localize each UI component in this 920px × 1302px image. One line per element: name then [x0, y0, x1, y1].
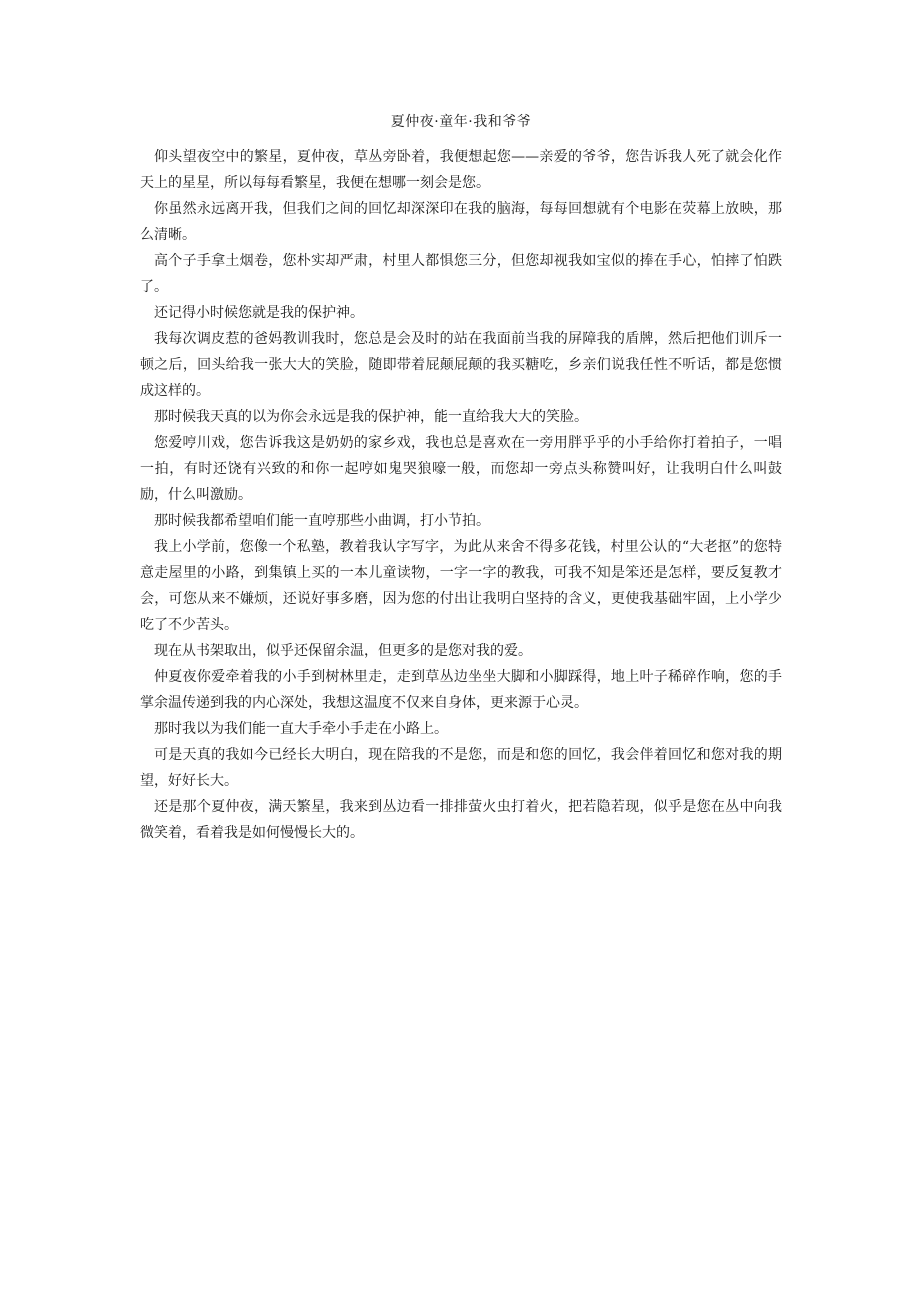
- paragraph-6: 那时候我天真的以为你会永远是我的保护神，能一直给我大大的笑脸。: [154, 409, 588, 425]
- paragraph-5: 我每次调皮惹的爸妈教训我时，您总是会及时的站在我面前当我的屏障我的盾牌，然后把他们训斥一顿之后，回头给我一张大大的笑脸，随即带着屁颠屁颠的我买糖吃，乡亲们说我任性不听话，都是您惯成这样的。: [140, 331, 782, 399]
- paragraph-9: 我上小学前，您像一个私塾，教着我认字写字，为此从来舍不得多花钱，村里公认的“大老抠”的您特意走屋里的小路，到集镇上买的一本儿童读物，一字一字的教我，可我不知是笨还是怎样，要反复教才会，可您从来不嫌烦，还说好事多磨，因为您的付出让我明白坚持的含义，更使我基础牢固，上小学少吃了不少苦头。: [140, 539, 782, 633]
- paragraph-2: 你虽然永远离开我，但我们之间的回忆却深深印在我的脑海，每每回想就有个电影在荧幕上放映，那么清晰。: [140, 201, 782, 243]
- paragraph-13: 可是天真的我如今已经长大明白，现在陪我的不是您，而是和您的回忆，我会伴着回忆和您对我的期望，好好长大。: [140, 747, 782, 789]
- paragraph-11: 仲夏夜你爱牵着我的小手到树林里走，走到草丛边坐坐大脚和小脚踩得，地上叶子稀碎作响，您的手掌余温传递到我的内心深处，我想这温度不仅来自身体，更来源于心灵。: [140, 669, 782, 711]
- paragraph-12: 那时我以为我们能一直大手牵小手走在小路上。: [154, 721, 448, 737]
- paragraph-7: 您爱哼川戏，您告诉我这是奶奶的家乡戏，我也总是喜欢在一旁用胖乎乎的小手给你打着拍子，一唱一拍，有时还饶有兴致的和你一起哼如鬼哭狼嚎一般，而您却一旁点头称赞叫好，让我明白什么叫鼓励，什么叫激励。: [140, 435, 782, 503]
- paragraph-14: 还是那个夏仲夜，满天繁星，我来到丛边看一排排萤火虫打着火，把若隐若现，似乎是您在丛中向我微笑着，看着我是如何慢慢长大的。: [140, 799, 782, 841]
- paragraph-10: 现在从书架取出，似乎还保留余温，但更多的是您对我的爱。: [154, 643, 532, 659]
- paragraph-8: 那时候我都希望咱们能一直哼那些小曲调，打小节拍。: [154, 513, 490, 529]
- paragraph-1: 仰头望夜空中的繁星，夏仲夜，草丛旁卧着，我便想起您——亲爱的爷爷，您告诉我人死了就会化作天上的星星，所以每每看繁星，我便在想哪一刻会是您。: [140, 149, 782, 191]
- paragraph-3: 高个子手拿土烟卷，您朴实却严肃，村里人都惧您三分，但您却视我如宝似的捧在手心，怕摔了怕跌了。: [140, 253, 782, 295]
- document-page: [140, 112, 782, 846]
- document-title: 夏仲夜·童年·我和爷爷: [390, 114, 532, 130]
- paragraph-4: 还记得小时候您就是我的保护神。: [154, 305, 364, 321]
